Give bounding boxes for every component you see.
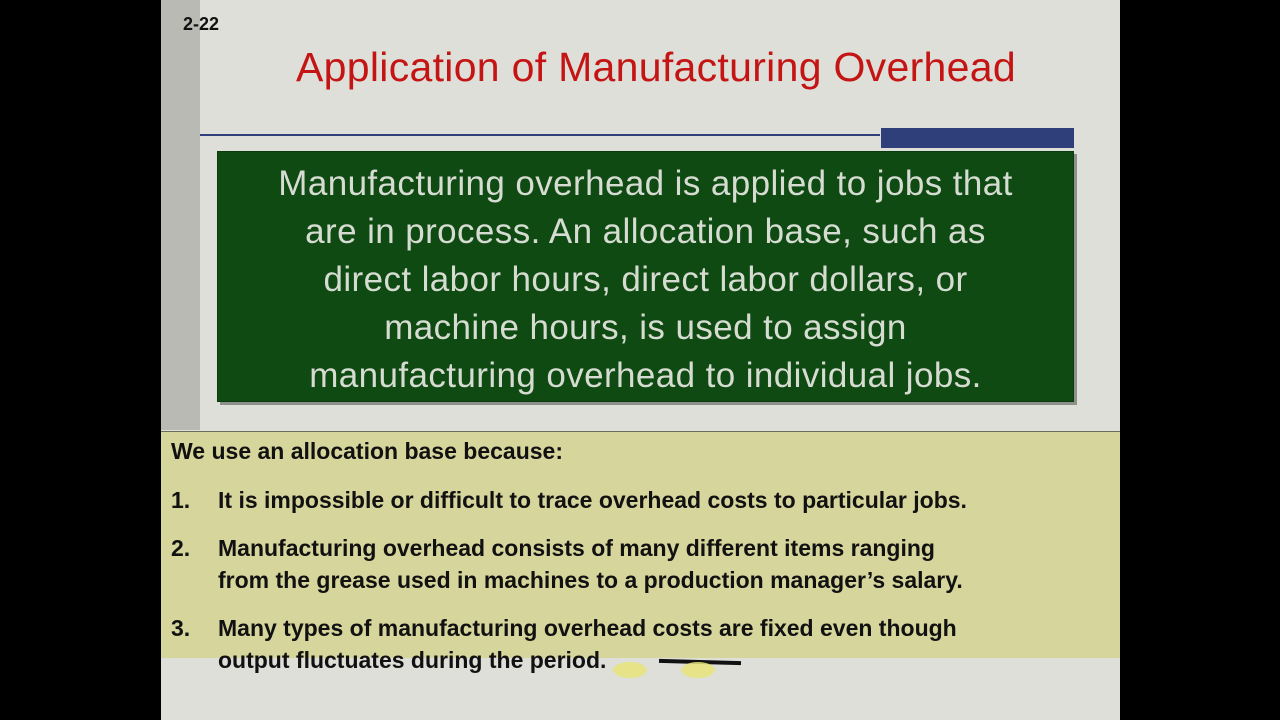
title-rule-bar bbox=[881, 128, 1074, 148]
reason-line: It is impossible or difficult to trace overhead costs to particular jobs. bbox=[218, 487, 967, 513]
slide bbox=[161, 0, 1120, 720]
reason-text bbox=[218, 532, 1098, 596]
reason-number: 1. bbox=[171, 487, 191, 513]
reason-line: output fluctuates during the period. bbox=[218, 647, 607, 673]
definition-line: Manufacturing overhead is applied to jobs that bbox=[278, 164, 1013, 203]
reasons-box bbox=[161, 431, 1120, 673]
definition-text bbox=[232, 160, 1059, 400]
definition-line: direct labor hours, direct labor dollars, or bbox=[323, 260, 968, 299]
title-rule-line bbox=[200, 134, 880, 136]
left-strip bbox=[161, 0, 200, 430]
reason-text bbox=[218, 612, 1098, 676]
definition-line: machine hours, is used to assign bbox=[384, 308, 907, 347]
slide-number: 2-22 bbox=[183, 14, 220, 34]
reason-line: Many types of manufacturing overhead costs are fixed even though bbox=[218, 615, 957, 641]
pointer-highlight bbox=[613, 662, 647, 678]
reason-text bbox=[218, 484, 1098, 516]
definition-line: are in process. An allocation base, such as bbox=[305, 212, 986, 251]
definition-line: manufacturing overhead to individual jobs. bbox=[309, 356, 982, 395]
slide-title: Application of Manufacturing Overhead bbox=[296, 44, 1016, 90]
reason-number: 2. bbox=[171, 535, 191, 561]
definition-box bbox=[217, 151, 1074, 402]
reasons-intro: We use an allocation base because: bbox=[171, 438, 563, 464]
pointer-highlight bbox=[681, 662, 715, 678]
reason-number: 3. bbox=[171, 615, 191, 641]
reason-line: Manufacturing overhead consists of many different items ranging bbox=[218, 535, 935, 561]
reason-line: from the grease used in machines to a production manager’s salary. bbox=[218, 567, 963, 593]
